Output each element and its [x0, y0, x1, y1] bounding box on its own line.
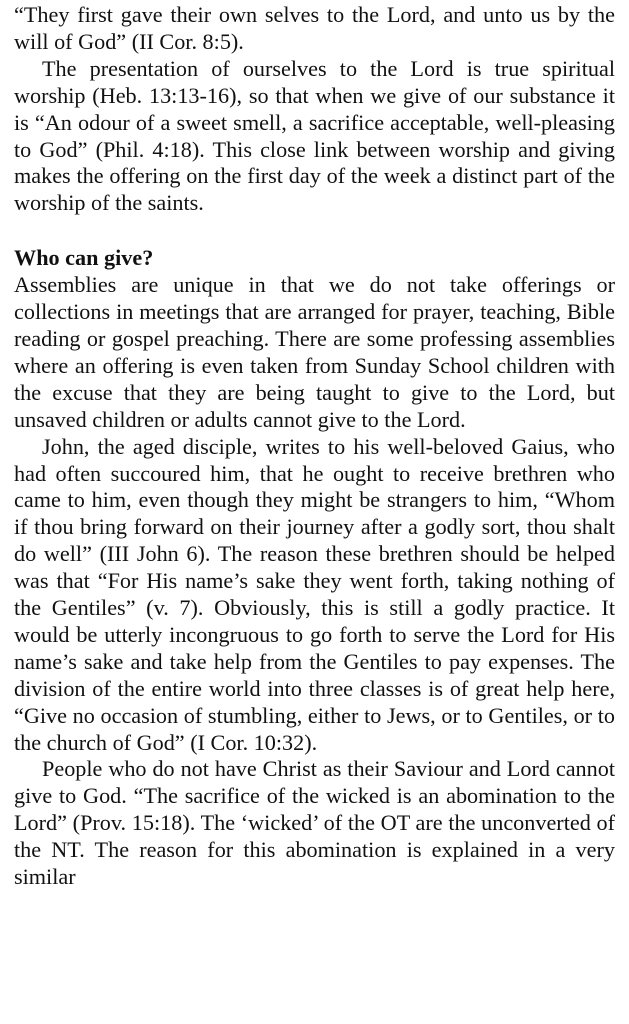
- paragraph-assemblies-unique: Assemblies are unique in that we do not take offerings or collections in meetings that are arranged for prayer, teaching, Bible reading or gospel preaching. There are some professing assemblies where an offering is even taken from Sunday School children with the excuse that they are being taught to give to the Lord, but unsaved children or adults cannot give to the Lord.: [14, 272, 615, 432]
- paragraph-people-without-christ: People who do not have Christ as their Saviour and Lord cannot give to God. “The sacrifice of the wicked is an abomination to the Lord” (Prov. 15:18). The ‘wicked’ of the OT are the unconverted of the NT. The reason for this abomination is explained in a very similar: [14, 756, 615, 890]
- paragraph-john-gaius: John, the aged disciple, writes to his well-beloved Gaius, who had often succoured him, that he ought to receive brethren who came to him, even though they might be strangers to him, “Whom if thou bring forward on their journey after a godly sort, thou shalt do well” (III John 6). The reason these brethren should be helped was that “For His name’s sake they went forth, taking nothing of the Gentiles” (v. 7). Obviously, this is still a godly practice. It would be utterly incongruous to go forth to serve the Lord for His name’s sake and take help from the Gentiles to pay expenses. The division of the entire world into three classes is of great help here, “Give no occasion of stumbling, either to Jews, or to Gentiles, or to the church of God” (I Cor. 10:32).: [14, 433, 615, 755]
- section-heading-who-can-give: Who can give?: [14, 245, 154, 271]
- paragraph-worship-and-giving: The presentation of ourselves to the Lord is true spiritual worship (Heb. 13:13-16), so that when we give of our substance it is “An odour of a sweet smell, a sacrifice acceptable, well-pleasing to God” (Phil. 4:18). This close link between worship and giving makes the offering on the first day of the week a distinct part of the worship of the saints.: [14, 55, 615, 216]
- paragraph-opening-quote: “They first gave their own selves to the Lord, and unto us by the will of God” (II Cor. 8:5).: [14, 2, 615, 54]
- section-spacer: [14, 217, 615, 245]
